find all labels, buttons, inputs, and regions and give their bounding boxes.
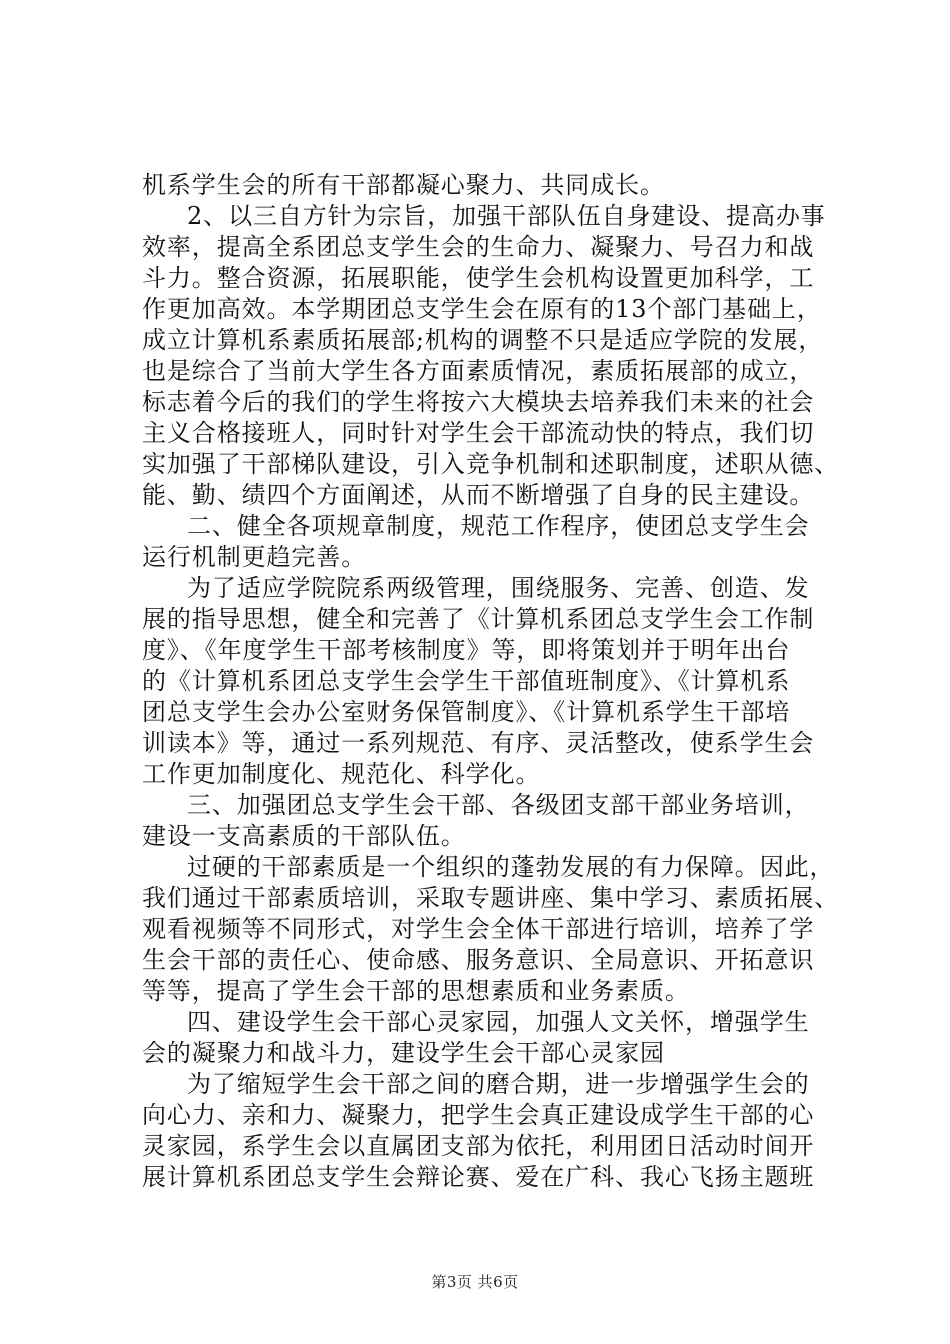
text-line: 能、勤、绩四个方面阐述，从而不断增强了自身的民主建设。 <box>142 481 815 509</box>
section-heading-line: 建设一支高素质的干部队伍。 <box>142 822 466 850</box>
text-line: 的《计算机系团总支学生会学生干部值班制度》、《计算机系 <box>142 667 791 695</box>
text-line: 团总支学生会办公室财务保管制度》、《计算机系学生干部培 <box>142 698 791 726</box>
text-line: 展计算机系团总支学生会辩论赛、爱在广科、我心飞扬主题班 <box>142 1163 815 1191</box>
section-heading-line: 二、健全各项规章制度，规范工作程序，使团总支学生会 <box>187 512 810 540</box>
text-line: 标志着今后的我们的学生将按六大模块去培养我们未来的社会 <box>142 388 815 416</box>
text-line: 展的指导思想，健全和完善了《计算机系团总支学生会工作制 <box>142 605 815 633</box>
text-line: 斗力。整合资源，拓展职能，使学生会机构设置更加科学，工 <box>142 264 815 292</box>
text-line: 等等，提高了学生会干部的思想素质和业务素质。 <box>142 977 690 1005</box>
text-line: 也是综合了当前大学生各方面素质情况，素质拓展部的成立， <box>142 357 815 385</box>
page-number-footer: 第3页 共6页 <box>431 1273 519 1291</box>
text-line: 向心力、亲和力、凝聚力，把学生会真正建设成学生干部的心 <box>142 1101 815 1129</box>
document-body <box>142 170 840 1193</box>
section-heading-line: 运行机制更趋完善。 <box>142 543 367 571</box>
text-line: 训读本》等，通过一系列规范、有序、灵活整改，使系学生会 <box>142 729 815 757</box>
text-line: 机系学生会的所有干部都凝心聚力、共同成长。 <box>142 171 665 199</box>
text-line: 我们通过干部素质培训，采取专题讲座、集中学习、素质拓展、 <box>142 884 840 912</box>
text-line: 观看视频等不同形式，对学生会全体干部进行培训，培养了学 <box>142 915 815 943</box>
section-heading-line: 会的凝聚力和战斗力，建设学生会干部心灵家园 <box>142 1039 665 1067</box>
text-line: 作更加高效。本学期团总支学生会在原有的13个部门基础上， <box>142 295 822 323</box>
paragraph-start-line: 过硬的干部素质是一个组织的蓬勃发展的有力保障。因此， <box>187 853 835 881</box>
text-line: 度》、《年度学生干部考核制度》等，即将策划并于明年出台 <box>142 636 791 664</box>
text-line: 生会干部的责任心、使命感、服务意识、全局意识、开拓意识 <box>142 946 815 974</box>
section-heading-line: 三、加强团总支学生会干部、各级团支部干部业务培训， <box>187 791 810 819</box>
paragraph-start-line: 为了适应学院院系两级管理，围绕服务、完善、创造、发 <box>187 574 810 602</box>
text-line: 灵家园，系学生会以直属团支部为依托，利用团日活动时间开 <box>142 1132 815 1160</box>
paragraph-start-line: 为了缩短学生会干部之间的磨合期，进一步增强学生会的 <box>187 1070 810 1098</box>
text-line: 工作更加制度化、规范化、科学化。 <box>142 760 541 788</box>
text-line: 效率，提高全系团总支学生会的生命力、凝聚力、号召力和战 <box>142 233 815 261</box>
text-line: 主义合格接班人，同时针对学生会干部流动快的特点，我们切 <box>142 419 815 447</box>
section-heading-line: 四、建设学生会干部心灵家园，加强人文关怀，增强学生 <box>187 1008 810 1036</box>
text-line: 实加强了干部梯队建设，引入竞争机制和述职制度，述职从德、 <box>142 450 840 478</box>
text-line: 成立计算机系素质拓展部;机构的调整不只是适应学院的发展， <box>142 326 824 354</box>
paragraph-start-line: 2、以三自方针为宗旨，加强干部队伍自身建设、提高办事 <box>187 202 826 230</box>
